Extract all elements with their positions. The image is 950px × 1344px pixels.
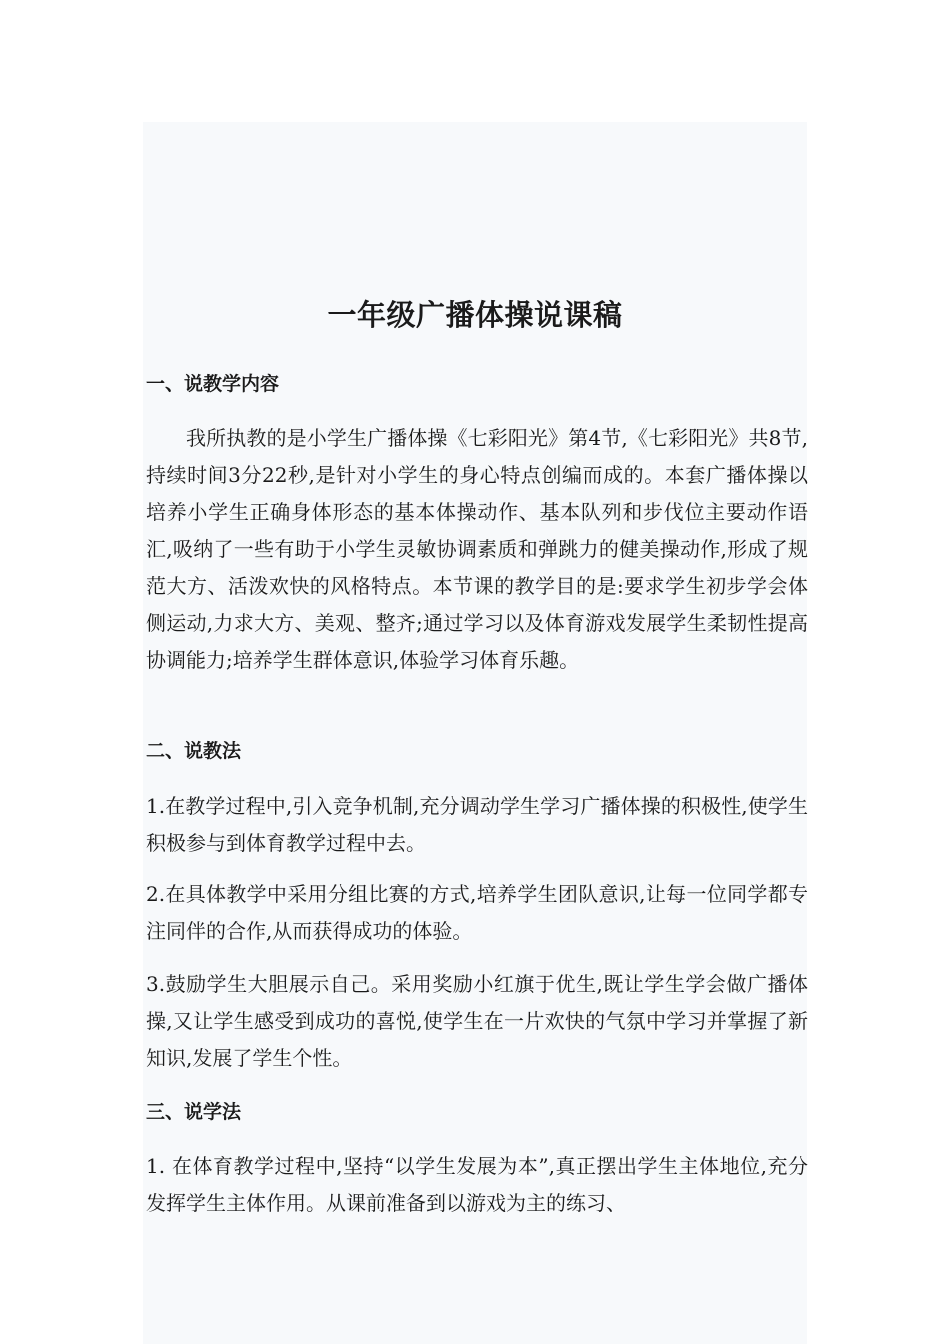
paragraph-method-2: 2.在具体教学中采用分组比赛的方式,培养学生团队意识,让每一位同学都专注同伴的合作,从而获得成功的体验。 [146, 882, 808, 943]
paragraph-method-3: 3.鼓励学生大胆展示自己。采用奖励小红旗于优生,既让学生学会做广播体操,又让学生感受到成功的喜悦,使学生在一片欢快的气氛中学习并掌握了新知识,发展了学生个性。 [146, 972, 808, 1070]
section-heading-teaching-method: 二、说教法 [146, 740, 242, 762]
section-heading-learning-method: 三、说学法 [146, 1101, 242, 1123]
section-heading-teaching-content: 一、说教学内容 [146, 373, 280, 395]
document-title: 一年级广播体操说课稿 [327, 298, 623, 332]
paragraph-learning-1: 1. 在体育教学过程中,坚持“以学生发展为本”,真正摆出学生主体地位,充分发挥学生主体作用。从课前准备到以游戏为主的练习、 [146, 1154, 808, 1215]
paragraph-method-1: 1.在教学过程中,引入竞争机制,充分调动学生学习广播体操的积极性,使学生积极参与到体育教学过程中去。 [146, 794, 808, 855]
paragraph-teaching-content: 我所执教的是小学生广播体操《七彩阳光》第4节,《七彩阳光》共8节,持续时间3分22秒,是针对小学生的身心特点创编而成的。本套广播体操以培养小学生正确身体形态的基本体操动作、基本队列和步伐位主要动作语汇,吸纳了一些有助于小学生灵敏协调素质和弹跳力的健美操动作,形成了规范大方、活泼欢快的风格特点。本节课的教学目的是:要求学生初步学会体侧运动,力求大方、美观、整齐;通过学习以及体育游戏发展学生柔韧性提高协调能力;培养学生群体意识,体验学习体育乐趣。 [146, 426, 808, 672]
